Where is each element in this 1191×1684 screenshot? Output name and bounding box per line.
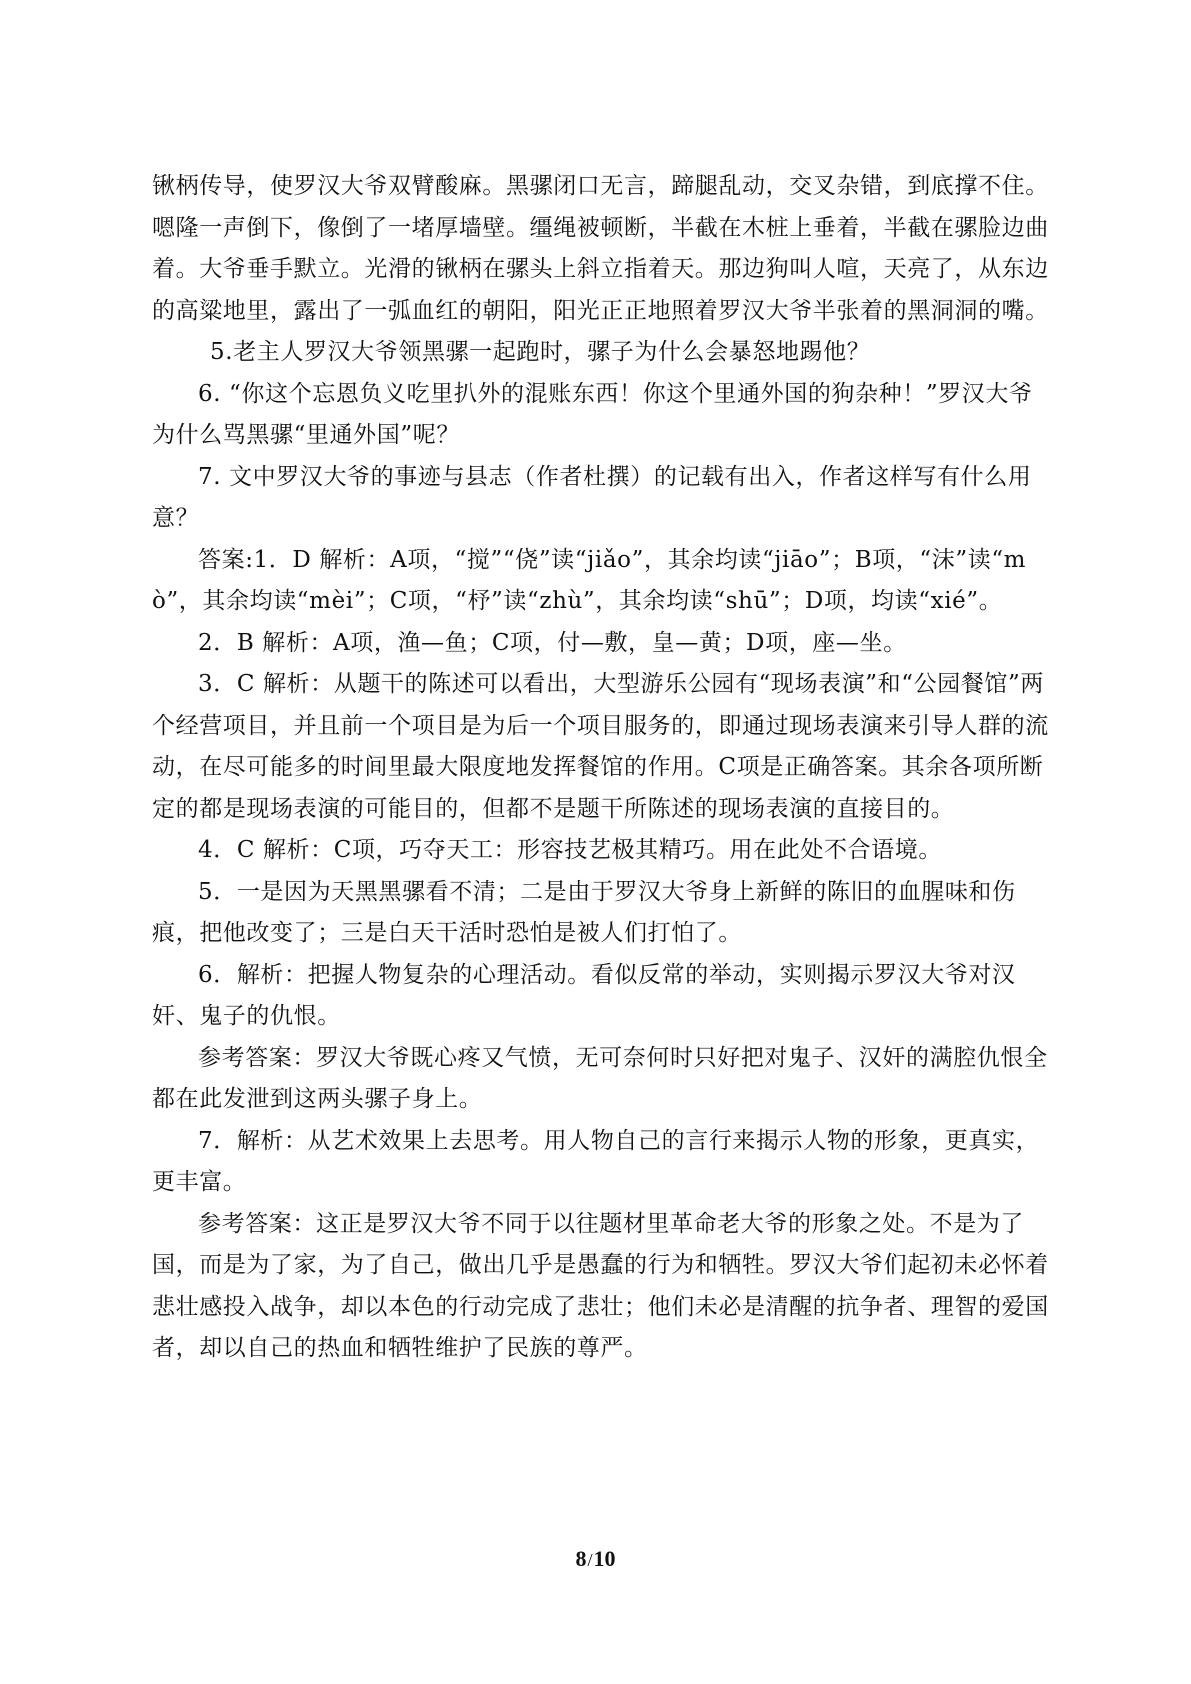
answer-6-analysis: 6．解析：把握人物复杂的心理活动。看似反常的举动，实则揭示罗汉大爷对汉奸、鬼子的仇恨。 xyxy=(152,961,1016,1029)
answer-2: 2．B 解析：A项，渔—鱼；C项，付—敷，皇—黄；D项，座—坐。 xyxy=(198,629,907,656)
answer-6-reference: 参考答案：罗汉大爷既心疼又气愤，无可奈何时只好把对鬼子、汉奸的满腔仇恨全都在此发泄到这两头骡子身上。 xyxy=(152,1044,1048,1112)
answer-5: 5．一是因为天黑黑骡看不清；二是由于罗汉大爷身上新鲜的陈旧的血腥味和伤痕，把他改变了；三是白天干活时恐怕是被人们打怕了。 xyxy=(152,878,1016,946)
page-number-total: 10 xyxy=(593,1546,616,1571)
page-content xyxy=(152,166,1052,1370)
question-6: 6. “你这个忘恩负义吃里扒外的混账东西！你这个里通外国的狗杂种！”罗汉大爷为什么骂黑骡“里通外国”呢？ xyxy=(152,380,1033,448)
passage-continuation: 锹柄传导，使罗汉大爷双臂酸麻。黑骡闭口无言，蹄腿乱动，交叉杂错，到底撑不住。嗯隆一声倒下，像倒了一堵厚墙壁。缰绳被顿断，半截在木桩上垂着，半截在骡脸边曲着。大爷垂手默立。光滑的锹柄在骡头上斜立指着天。那边狗叫人喧，天亮了，从东边的高粱地里，露出了一弧血红的朝阳，阳光正正地照着罗汉大爷半张着的黑洞洞的嘴。 xyxy=(152,173,1049,324)
page-number-current: 8 xyxy=(575,1546,587,1571)
page-number-separator: / xyxy=(587,1550,593,1570)
question-5: 5.老主人罗汉大爷领黑骡一起跑时，骡子为什么会暴怒地踢他？ xyxy=(210,339,871,365)
page-number xyxy=(0,1546,1191,1572)
answer-3: 3．C 解析：从题干的陈述可以看出，大型游乐公园有“现场表演”和“公园餐馆”两个经营项目，并且前一个项目是为后一个项目服务的，即通过现场表演来引导人群的流动，在尽可能多的时间里最大限度地发挥餐馆的作用。C项是正确答案。其余各项所断定的都是现场表演的可能目的，但都不是题干所陈述的现场表演的直接目的。 xyxy=(152,671,1049,822)
answer-7-analysis: 7．解析：从艺术效果上去思考。用人物自己的言行来揭示人物的形象，更真实，更丰富。 xyxy=(152,1127,1040,1195)
answer-7-reference: 参考答案：这正是罗汉大爷不同于以往题材里革命老大爷的形象之处。不是为了国，而是为了家，为了自己，做出几乎是愚蠢的行为和牺牲。罗汉大爷们起初未必怀着悲壮感投入战争，却以本色的行动完成了悲壮；他们未必是清醒的抗争者、理智的爱国者，却以自己的热血和牺牲维护了民族的尊严。 xyxy=(152,1210,1049,1361)
question-7: 7. 文中罗汉大爷的事迹与县志（作者杜撰）的记载有出入，作者这样写有什么用意？ xyxy=(152,463,1032,531)
answer-4: 4．C 解析：C项，巧夺天工：形容技艺极其精巧。用在此处不合语境。 xyxy=(198,837,942,863)
answer-1: 答案:1．D 解析：A项，“搅”“侥”读“jiǎo”，其余均读“jiāo”；B项，“沫”读“mò”，其余均读“mèi”；C项，“杼”读“zhù”，其余均读“shū”；D项，均读“xié”。 xyxy=(152,546,1027,614)
